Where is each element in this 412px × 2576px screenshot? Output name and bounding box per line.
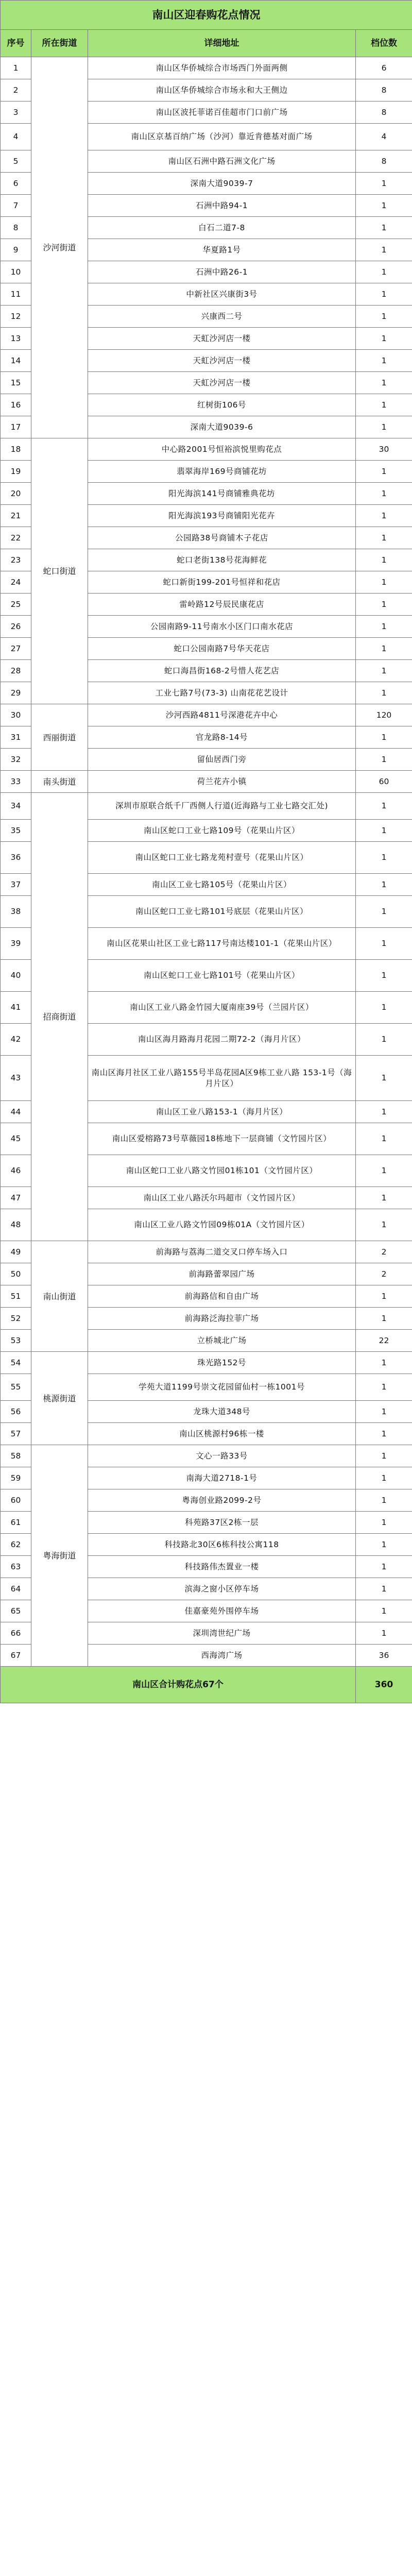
count-cell: 1 — [356, 1308, 412, 1330]
row-number: 49 — [1, 1241, 31, 1263]
row-number: 3 — [1, 101, 31, 124]
row-number: 17 — [1, 416, 31, 438]
row-number: 48 — [1, 1209, 31, 1241]
address-cell: 公园路38号商铺木子花店 — [88, 527, 356, 549]
row-number: 58 — [1, 1445, 31, 1467]
address-cell: 西海湾广场 — [88, 1645, 356, 1667]
count-cell: 1 — [356, 793, 412, 820]
count-cell: 1 — [356, 261, 412, 283]
count-cell: 1 — [356, 1187, 412, 1209]
street-cell: 沙河街道 — [31, 57, 88, 438]
count-cell: 1 — [356, 820, 412, 842]
address-cell: 粤海创业路2099-2号 — [88, 1489, 356, 1512]
count-cell: 1 — [356, 505, 412, 527]
count-cell: 1 — [356, 1209, 412, 1241]
count-cell: 1 — [356, 461, 412, 483]
row-number: 56 — [1, 1401, 31, 1423]
count-cell: 1 — [356, 1600, 412, 1622]
count-cell: 1 — [356, 682, 412, 704]
row-number: 55 — [1, 1374, 31, 1401]
row-number: 40 — [1, 960, 31, 992]
count-cell: 1 — [356, 896, 412, 928]
row-number: 63 — [1, 1556, 31, 1578]
address-cell: 前海路泛海拉菲广场 — [88, 1308, 356, 1330]
row-number: 13 — [1, 328, 31, 350]
address-cell: 南山区桃源村96栋一楼 — [88, 1423, 356, 1445]
count-cell: 1 — [356, 195, 412, 217]
address-cell: 龙珠大道348号 — [88, 1401, 356, 1423]
count-cell: 1 — [356, 616, 412, 638]
street-cell: 南山街道 — [31, 1241, 88, 1352]
count-cell: 1 — [356, 660, 412, 682]
row-number: 32 — [1, 749, 31, 771]
address-cell: 天虹沙河店一楼 — [88, 372, 356, 394]
address-cell: 南山区花果山社区工业七路117号南达楼101-1（花果山片区） — [88, 928, 356, 960]
row-number: 52 — [1, 1308, 31, 1330]
address-cell: 红树街106号 — [88, 394, 356, 416]
row-number: 61 — [1, 1512, 31, 1534]
row-number: 34 — [1, 793, 31, 820]
total-label: 南山区合计购花点67个 — [1, 1667, 356, 1703]
count-cell: 1 — [356, 1374, 412, 1401]
count-cell: 1 — [356, 749, 412, 771]
address-cell: 南山区工业八路文竹园09栋01A（文竹园片区） — [88, 1209, 356, 1241]
count-cell: 1 — [356, 1622, 412, 1645]
street-cell: 南头街道 — [31, 771, 88, 793]
count-cell: 1 — [356, 1578, 412, 1600]
count-cell: 1 — [356, 1512, 412, 1534]
address-cell: 中心路2001号恒裕滨悦里购花点 — [88, 438, 356, 461]
address-cell: 阳光海滨141号商铺雅典花坊 — [88, 483, 356, 505]
row-number: 46 — [1, 1155, 31, 1187]
row-number: 18 — [1, 438, 31, 461]
count-cell: 1 — [356, 483, 412, 505]
address-cell: 南山区海月社区工业八路155号半岛花园A区9栋工业八路 153-1号（海月片区） — [88, 1056, 356, 1101]
address-cell: 南山区蛇口工业七路109号（花果山片区） — [88, 820, 356, 842]
count-cell: 8 — [356, 101, 412, 124]
row-number: 11 — [1, 283, 31, 306]
count-cell: 120 — [356, 704, 412, 726]
header-count: 档位数 — [356, 30, 412, 57]
address-cell: 翡翠海岸169号商铺花坊 — [88, 461, 356, 483]
count-cell: 1 — [356, 328, 412, 350]
footer-row — [1, 1667, 412, 1703]
count-cell: 1 — [356, 416, 412, 438]
count-cell: 1 — [356, 173, 412, 195]
street-cell: 招商街道 — [31, 793, 88, 1241]
address-cell: 南山区蛇口工业七路龙苑村壹号（花果山片区） — [88, 842, 356, 874]
row-number: 26 — [1, 616, 31, 638]
count-cell: 4 — [356, 124, 412, 150]
address-cell: 珠光路152号 — [88, 1352, 356, 1374]
count-cell: 6 — [356, 57, 412, 79]
row-number: 7 — [1, 195, 31, 217]
address-cell: 工业七路7号(73-3) 山南花花艺设计 — [88, 682, 356, 704]
count-cell: 1 — [356, 638, 412, 660]
count-cell: 1 — [356, 1423, 412, 1445]
address-cell: 石洲中路26-1 — [88, 261, 356, 283]
title-row — [1, 1, 412, 30]
address-cell: 南山区石洲中路石洲文化广场 — [88, 150, 356, 173]
count-cell: 22 — [356, 1330, 412, 1352]
row-number: 59 — [1, 1467, 31, 1489]
address-cell: 南山区波托菲诺百佳超市门口前广场 — [88, 101, 356, 124]
address-cell: 雷岭路12号辰民康花店 — [88, 594, 356, 616]
count-cell: 1 — [356, 992, 412, 1024]
address-cell: 中新社区兴康街3号 — [88, 283, 356, 306]
address-cell: 立桥城北广场 — [88, 1330, 356, 1352]
row-number: 4 — [1, 124, 31, 150]
count-cell: 1 — [356, 1467, 412, 1489]
header-address: 详细地址 — [88, 30, 356, 57]
row-number: 62 — [1, 1534, 31, 1556]
table-row — [1, 57, 412, 79]
row-number: 50 — [1, 1263, 31, 1285]
address-cell: 留仙居西门旁 — [88, 749, 356, 771]
row-number: 37 — [1, 874, 31, 896]
row-number: 38 — [1, 896, 31, 928]
table-row — [1, 1352, 412, 1374]
row-number: 65 — [1, 1600, 31, 1622]
address-cell: 前海路蕾翠园广场 — [88, 1263, 356, 1285]
address-cell: 南山区蛇口工业八路文竹园01栋101（文竹园片区） — [88, 1155, 356, 1187]
address-cell: 南山区工业七路105号（花果山片区） — [88, 874, 356, 896]
address-cell: 荷兰花卉小镇 — [88, 771, 356, 793]
address-cell: 深圳市原联合纸千厂西侧人行道(近海路与工业七路交汇处) — [88, 793, 356, 820]
address-cell: 沙河西路4811号深港花卉中心 — [88, 704, 356, 726]
table-row — [1, 771, 412, 793]
address-cell: 深南大道9039-7 — [88, 173, 356, 195]
count-cell: 1 — [356, 1445, 412, 1467]
row-number: 47 — [1, 1187, 31, 1209]
address-cell: 蛇口海昌街168-2号惜人花艺店 — [88, 660, 356, 682]
count-cell: 30 — [356, 438, 412, 461]
address-cell: 南山区爱榕路73号草薇园18栋地下一层商铺（文竹园片区） — [88, 1123, 356, 1155]
address-cell: 深南大道9039-6 — [88, 416, 356, 438]
street-cell: 西丽街道 — [31, 704, 88, 771]
address-cell: 南山区蛇口工业七路101号（花果山片区） — [88, 960, 356, 992]
row-number: 35 — [1, 820, 31, 842]
count-cell: 1 — [356, 1123, 412, 1155]
row-number: 67 — [1, 1645, 31, 1667]
address-cell: 南山区工业八路153-1（海月片区） — [88, 1101, 356, 1123]
count-cell: 60 — [356, 771, 412, 793]
count-cell: 1 — [356, 1155, 412, 1187]
address-cell: 华夏路1号 — [88, 239, 356, 261]
count-cell: 1 — [356, 549, 412, 571]
row-number: 10 — [1, 261, 31, 283]
row-number: 23 — [1, 549, 31, 571]
table-title: 南山区迎春购花点情况 — [1, 1, 412, 30]
count-cell: 1 — [356, 372, 412, 394]
count-cell: 1 — [356, 842, 412, 874]
row-number: 20 — [1, 483, 31, 505]
row-number: 30 — [1, 704, 31, 726]
address-cell: 天虹沙河店一楼 — [88, 328, 356, 350]
address-cell: 南山区工业八路金竹园大厦南座39号（兰园片区） — [88, 992, 356, 1024]
address-cell: 南山区华侨城综合市场西门外面两侧 — [88, 57, 356, 79]
row-number: 12 — [1, 306, 31, 328]
address-cell: 前海路与荔海二道交叉口停车场入口 — [88, 1241, 356, 1263]
count-cell: 1 — [356, 874, 412, 896]
table-row — [1, 438, 412, 461]
address-cell: 科苑路37区2栋一层 — [88, 1512, 356, 1534]
row-number: 29 — [1, 682, 31, 704]
row-number: 21 — [1, 505, 31, 527]
row-number: 25 — [1, 594, 31, 616]
count-cell: 8 — [356, 150, 412, 173]
row-number: 33 — [1, 771, 31, 793]
address-cell: 科技路北30区6栋科技公寓118 — [88, 1534, 356, 1556]
address-cell: 南山区华侨城综合市场永和大王侧边 — [88, 79, 356, 101]
count-cell: 1 — [356, 1101, 412, 1123]
table-row — [1, 793, 412, 820]
address-cell: 蛇口新街199-201号恒祥和花店 — [88, 571, 356, 594]
row-number: 60 — [1, 1489, 31, 1512]
street-cell: 蛇口街道 — [31, 438, 88, 704]
count-cell: 1 — [356, 1534, 412, 1556]
address-cell: 公园南路9-11号南水小区门口南水花店 — [88, 616, 356, 638]
row-number: 6 — [1, 173, 31, 195]
address-cell: 兴康西二号 — [88, 306, 356, 328]
address-cell: 深圳湾世纪广场 — [88, 1622, 356, 1645]
row-number: 5 — [1, 150, 31, 173]
row-number: 22 — [1, 527, 31, 549]
row-number: 36 — [1, 842, 31, 874]
count-cell: 1 — [356, 1401, 412, 1423]
count-cell: 8 — [356, 79, 412, 101]
count-cell: 1 — [356, 571, 412, 594]
header-no: 序号 — [1, 30, 31, 57]
row-number: 51 — [1, 1285, 31, 1308]
row-number: 57 — [1, 1423, 31, 1445]
address-cell: 官龙路8-14号 — [88, 726, 356, 749]
header-row — [1, 30, 412, 57]
row-number: 16 — [1, 394, 31, 416]
address-cell: 科技路伟杰置业一楼 — [88, 1556, 356, 1578]
address-cell: 文心一路33号 — [88, 1445, 356, 1467]
row-number: 15 — [1, 372, 31, 394]
row-number: 14 — [1, 350, 31, 372]
count-cell: 1 — [356, 394, 412, 416]
row-number: 43 — [1, 1056, 31, 1101]
total-count: 360 — [356, 1667, 412, 1703]
count-cell: 2 — [356, 1263, 412, 1285]
count-cell: 1 — [356, 283, 412, 306]
row-number: 31 — [1, 726, 31, 749]
row-number: 2 — [1, 79, 31, 101]
address-cell: 天虹沙河店一楼 — [88, 350, 356, 372]
address-cell: 佳嘉豪苑外围停车场 — [88, 1600, 356, 1622]
count-cell: 1 — [356, 1056, 412, 1101]
row-number: 53 — [1, 1330, 31, 1352]
count-cell: 1 — [356, 594, 412, 616]
address-cell: 蛇口公园南路7号华天花店 — [88, 638, 356, 660]
count-cell: 1 — [356, 928, 412, 960]
address-cell: 阳光海滨193号商铺阳光花卉 — [88, 505, 356, 527]
address-cell: 蛇口老街138号花海鲜花 — [88, 549, 356, 571]
count-cell: 1 — [356, 1352, 412, 1374]
row-number: 45 — [1, 1123, 31, 1155]
row-number: 64 — [1, 1578, 31, 1600]
row-number: 1 — [1, 57, 31, 79]
row-number: 19 — [1, 461, 31, 483]
count-cell: 1 — [356, 1024, 412, 1056]
count-cell: 2 — [356, 1241, 412, 1263]
row-number: 39 — [1, 928, 31, 960]
address-cell: 南山区海月路海月花园二期72-2（海月片区） — [88, 1024, 356, 1056]
row-number: 9 — [1, 239, 31, 261]
table-row — [1, 704, 412, 726]
row-number: 66 — [1, 1622, 31, 1645]
address-cell: 南山区京基百纳广场（沙河）靠近肯德基对面广场 — [88, 124, 356, 150]
count-cell: 1 — [356, 1556, 412, 1578]
count-cell: 36 — [356, 1645, 412, 1667]
address-cell: 石洲中路94-1 — [88, 195, 356, 217]
row-number: 54 — [1, 1352, 31, 1374]
address-cell: 滨海之窗小区停车场 — [88, 1578, 356, 1600]
table-row — [1, 1241, 412, 1263]
row-number: 24 — [1, 571, 31, 594]
count-cell: 1 — [356, 726, 412, 749]
row-number: 8 — [1, 217, 31, 239]
count-cell: 1 — [356, 350, 412, 372]
count-cell: 1 — [356, 1285, 412, 1308]
count-cell: 1 — [356, 217, 412, 239]
address-cell: 前海路信和自由广场 — [88, 1285, 356, 1308]
street-cell: 粤海街道 — [31, 1445, 88, 1667]
address-cell: 南山区工业八路沃尔玛超市（文竹园片区） — [88, 1187, 356, 1209]
row-number: 41 — [1, 992, 31, 1024]
count-cell: 1 — [356, 1489, 412, 1512]
address-cell: 白石二道7-8 — [88, 217, 356, 239]
row-number: 44 — [1, 1101, 31, 1123]
row-number: 28 — [1, 660, 31, 682]
header-street: 所在街道 — [31, 30, 88, 57]
count-cell: 1 — [356, 960, 412, 992]
count-cell: 1 — [356, 306, 412, 328]
count-cell: 1 — [356, 527, 412, 549]
table-row — [1, 1445, 412, 1467]
address-cell: 学苑大道1199号崇文花园留仙村一栋1001号 — [88, 1374, 356, 1401]
address-cell: 南山区蛇口工业七路101号底层（花果山片区） — [88, 896, 356, 928]
address-cell: 南海大道2718-1号 — [88, 1467, 356, 1489]
street-cell: 桃源街道 — [31, 1352, 88, 1445]
row-number: 42 — [1, 1024, 31, 1056]
row-number: 27 — [1, 638, 31, 660]
count-cell: 1 — [356, 239, 412, 261]
